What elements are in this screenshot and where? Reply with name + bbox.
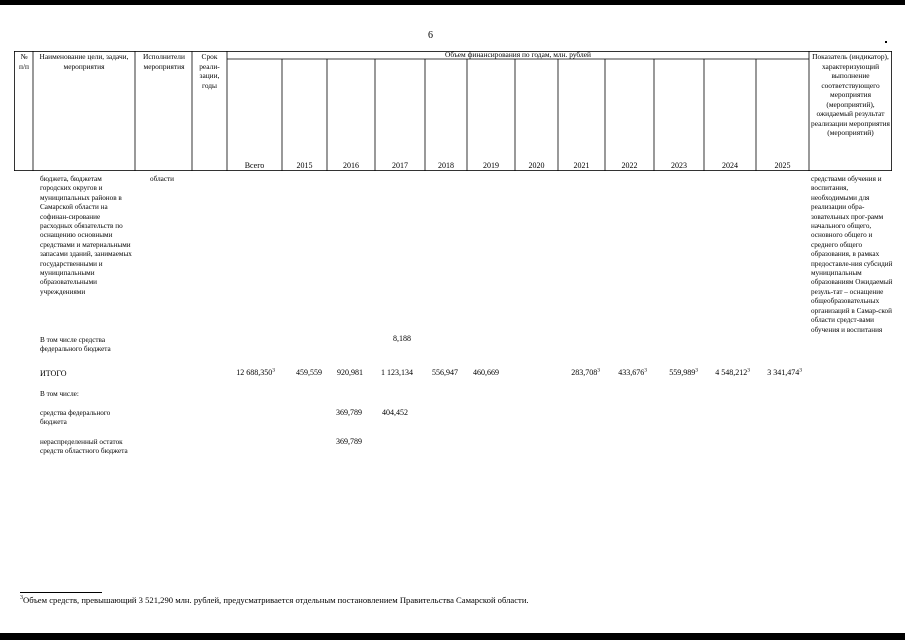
remainder-2016: 369,789 [336,437,362,446]
bottom-border-bar [0,633,905,640]
header-year-2022: 2022 [621,161,638,170]
header-year-2023: 2023 [671,161,687,170]
remainder-label: нераспределенный остаток средств областного бюджета [40,438,128,456]
table-header [14,51,892,171]
header-number-col: № п/п [19,52,29,71]
header-term-col: Срок реали-зации, годы [199,52,220,90]
federal-budget-label: В том числе средства федерального бюджета [40,336,111,354]
indicator-continued: средствами обучения и воспитания, необходимыми для реализации обра-зовательных прог-рамм начального общего, основного общего и среднего общего образования, в рамках предоставле-ния субсидий муниципальным образованиям Ожидаемый резуль-тат – оснащение общеобразовательных организаций в Самар-ской области средст-вами обучения и воспитания [811,175,893,334]
header-year-2016: 2016 [343,161,359,170]
including-label: В том числе: [40,390,79,398]
itogo-2025: 3 341,474$^3$ [767,367,802,377]
federal-funds-2017: 404,452 [382,408,408,417]
footnote: $^3$Объем средств, превышающий 3 521,290 млн. рублей, предусматривается отдельным постановлением Правительства Самарской области. [20,595,529,605]
itogo-2017: 1 123,134 [381,368,413,377]
header-financing-group: Объем финансирования по годам, млн. рублей [445,50,591,59]
itogo-2019: 460,669 [473,368,499,377]
itogo-2021: 283,708$^3$ [571,367,600,377]
executor-continued: области [150,175,175,183]
header-year-2017: 2017 [392,161,408,170]
header-year-total: Всего [244,161,265,170]
header-year-2015: 2015 [296,161,313,170]
itogo-2018: 556,947 [432,368,458,377]
header-year-2019: 2019 [483,161,499,170]
itogo-2024: 4 548,212$^3$ [715,367,750,377]
header-name-col: Наименование цели, задачи, мероприятия [39,52,129,71]
measure-name-continued: бюджета, бюджетам городских округов и муниципальных районов в Самарской области на софинан-сирование расходных обязательств по оснащению основными средствами и материальными запасами зданий, занимаемых государственными и муниципальными образовательными учреждениями [40,175,132,296]
itogo-total: 12 688,350$^3$ [236,367,275,377]
footnote-separator [20,592,102,593]
header-indicator-col: Показатель (индикатор), характеризующий выполнение соответствующего мероприятия (мероприятий), ожидаемый результат реализации мероприятия (мероприятий) [811,52,890,137]
header-year-2021: 2021 [573,161,590,170]
header-year-2018: 2018 [438,161,454,170]
federal-funds-label: средства федерального бюджета [40,409,111,427]
header-executors-col: Исполнители мероприятия [143,52,185,71]
top-border-bar [0,0,905,5]
federal-funds-2016: 369,789 [336,408,362,417]
federal-budget-2017-value: 8,188 [393,334,411,343]
scan-speck [885,41,887,43]
header-year-2024: 2024 [722,161,738,170]
header-year-2020: 2020 [528,161,545,170]
itogo-label: ИТОГО [40,369,67,378]
page-number: 6 [428,30,433,41]
itogo-2023: 559,989$^3$ [669,367,698,377]
itogo-2016: 920,981 [337,368,363,377]
header-year-2025: 2025 [774,161,791,170]
itogo-2022: 433,676$^3$ [618,367,647,377]
itogo-2015: 459,559 [296,368,322,377]
